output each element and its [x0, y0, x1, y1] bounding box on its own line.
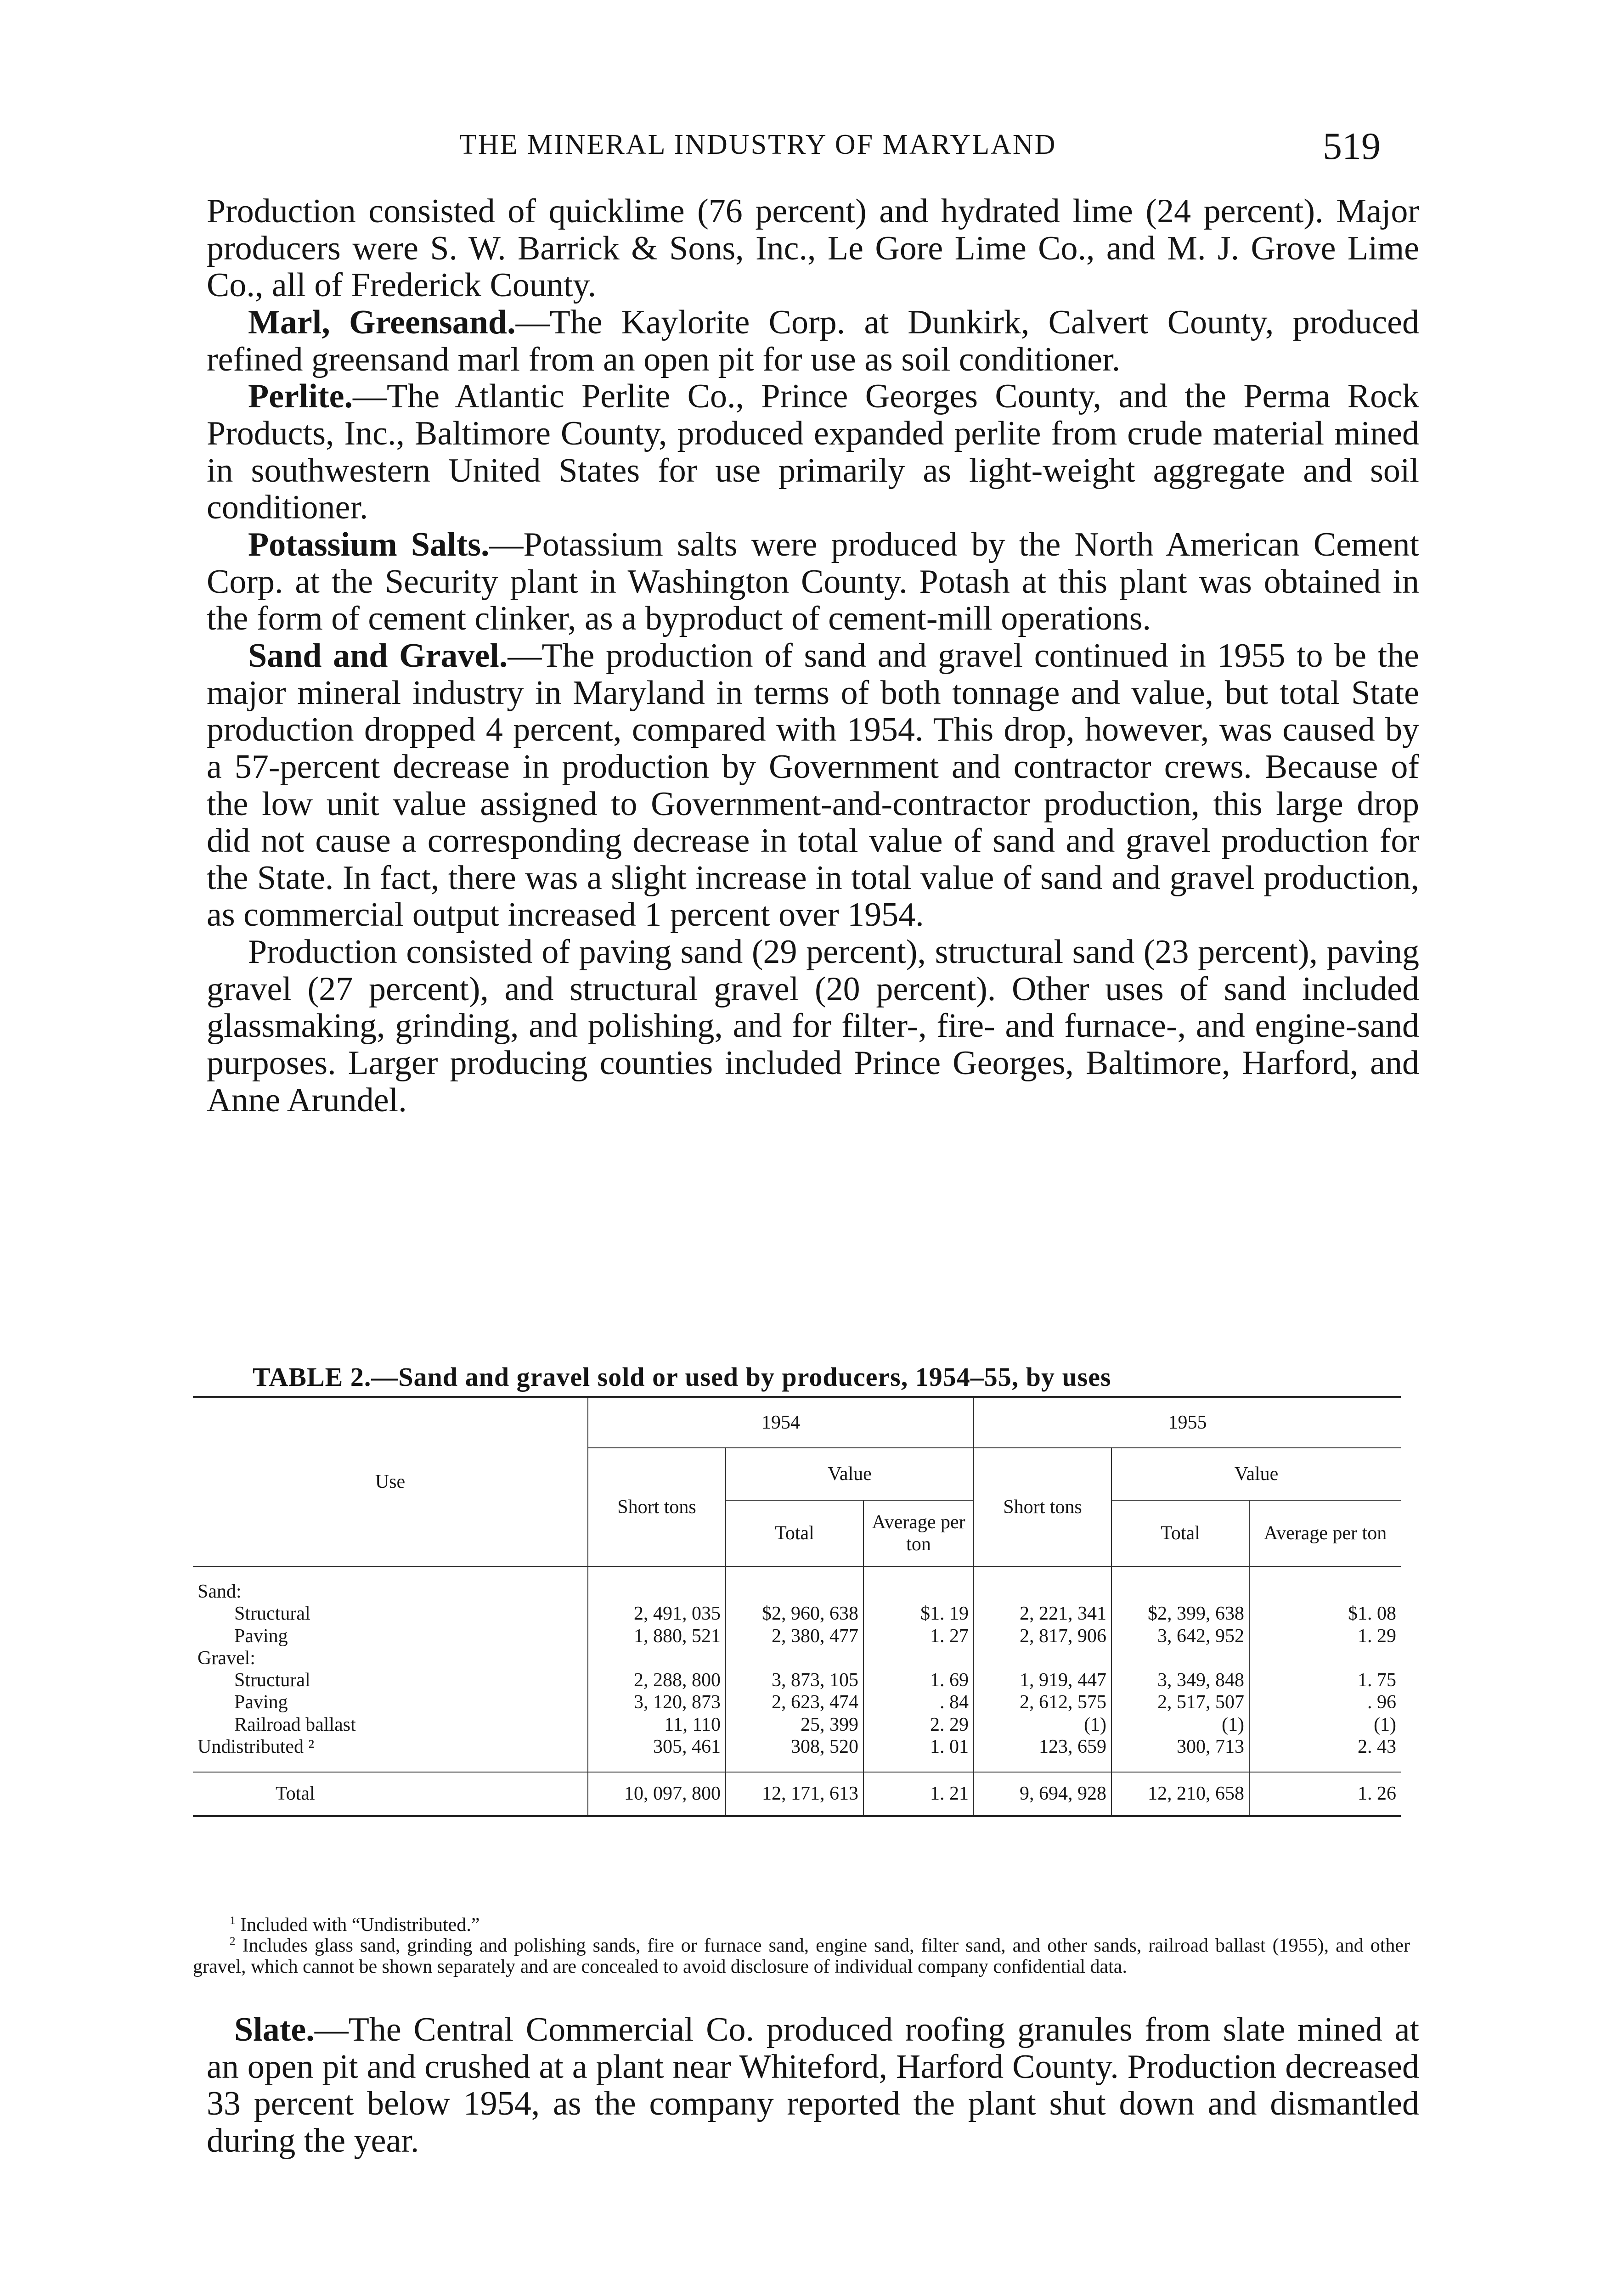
- cell-value: 2. 29: [863, 1714, 974, 1736]
- cell-use: Paving: [234, 1625, 288, 1647]
- header-total-1955: Total: [1111, 1500, 1249, 1566]
- paragraph-text: —The production of sand and gravel continued in 1955 to be the major mineral industry in Maryland in terms of both tonnage and value, but total State production dropped 4 percent, compared with 1954. This drop, however, was caused by a 57-percent decrease in production by Government and contractor crews. Because of the low unit value assigned to Government-and-contractor production, this large drop did not cause a corresponding decrease in total value of sand and gravel production for the State. In fact, there was a slight increase in total value of sand and gravel production, as commercial output increased 1 percent over 1954.: [207, 636, 1419, 934]
- cell-value: . 84: [863, 1691, 974, 1713]
- page-number: 519: [1323, 125, 1381, 168]
- cell-value: 25, 399: [726, 1714, 863, 1736]
- cell-value: 2, 517, 507: [1111, 1691, 1249, 1713]
- table-row: [193, 1581, 1401, 1603]
- paragraph-marl: [207, 304, 1419, 378]
- cell-use: Paving: [234, 1692, 288, 1713]
- table-total-row: [193, 1772, 1401, 1816]
- header-value-1955: Value: [1111, 1448, 1401, 1500]
- cell-value: $1. 19: [863, 1603, 974, 1625]
- table-row: [193, 1647, 1401, 1669]
- cell-value: $2, 960, 638: [726, 1603, 863, 1625]
- header-year-1954: 1954: [588, 1397, 974, 1448]
- paragraph-perlite: [207, 378, 1419, 526]
- paragraph-production: [207, 934, 1419, 1119]
- cell-value: [863, 1581, 974, 1603]
- cell-value: 3, 349, 848: [1111, 1669, 1249, 1691]
- footnote-1: [193, 1915, 1410, 1936]
- cell-value: 3, 873, 105: [726, 1669, 863, 1691]
- cell-value: [1111, 1581, 1249, 1603]
- body-text: [207, 193, 1419, 1119]
- cell-value: [1249, 1647, 1401, 1669]
- header-total-1954: Total: [726, 1500, 863, 1566]
- cell-value: (1): [1111, 1714, 1249, 1736]
- footnote-text: Included with “Undistributed.”: [240, 1914, 480, 1936]
- table-row: [193, 1691, 1401, 1713]
- paragraph-text: —The Central Commercial Co. produced roofing granules from slate mined at an open pit and crushed at a plant near Whiteford, Harford County. Production decreased 33 percent below 1954, as the company reported the plant shut down and dismantled during the year.: [207, 2011, 1419, 2160]
- cell-value: 2. 43: [1249, 1736, 1401, 1758]
- cell-use: Railroad ballast: [234, 1714, 356, 1735]
- paragraph-text: Production consisted of paving sand (29 percent), structural sand (23 percent), paving gravel (27 percent), and structural gravel (20 percent). Other uses of sand included glassmaking, grinding, and polishing, and for filter-, fire- and furnace-, and engine-sand purposes. Larger producing counties included Prince Georges, Baltimore, Harford, and Anne Arundel.: [207, 933, 1419, 1119]
- cell-value: [726, 1647, 863, 1669]
- sand-gravel-table: [193, 1396, 1401, 1817]
- cell-value: 2, 612, 575: [974, 1691, 1111, 1713]
- cell-value: 1. 27: [863, 1625, 974, 1647]
- cell-value: [974, 1647, 1111, 1669]
- header-year-1955: 1955: [974, 1397, 1401, 1448]
- paragraph-text: —Potassium salts were produced by the North American Cement Corp. at the Security plant in Washington County. Potash at this plant was obtained in the form of cement clinker, as a byproduct of cement-mill operations.: [207, 525, 1420, 638]
- cell-value: (1): [974, 1714, 1111, 1736]
- cell-value: 2, 491, 035: [588, 1603, 726, 1625]
- cell-value: 305, 461: [588, 1736, 726, 1758]
- cell-value: 1, 880, 521: [588, 1625, 726, 1647]
- footnote-marker: 2: [230, 1935, 236, 1948]
- header-value-1954: Value: [726, 1448, 974, 1500]
- footnotes: [193, 1915, 1410, 1977]
- cell-value: 12, 210, 658: [1111, 1772, 1249, 1816]
- run-in-heading: Potassium Salts.: [248, 525, 490, 563]
- header-short-tons-1954: Short tons: [588, 1448, 726, 1566]
- run-in-heading: Marl, Greensand.: [248, 303, 516, 341]
- paragraph-sand-gravel: [207, 637, 1419, 934]
- cell-value: [1249, 1581, 1401, 1603]
- table-row: [193, 1625, 1401, 1647]
- run-in-heading: Slate.: [234, 2011, 315, 2048]
- cell-value: 2, 380, 477: [726, 1625, 863, 1647]
- cell-use: Structural: [234, 1603, 310, 1625]
- cell-value: 2, 817, 906: [974, 1625, 1111, 1647]
- cell-value: 2, 288, 800: [588, 1669, 726, 1691]
- cell-value: 1. 26: [1249, 1772, 1401, 1816]
- cell-value: 1. 01: [863, 1736, 974, 1758]
- cell-value: 300, 713: [1111, 1736, 1249, 1758]
- header-average-1955: Average per ton: [1249, 1500, 1401, 1566]
- cell-value: [726, 1581, 863, 1603]
- cell-value: 1. 29: [1249, 1625, 1401, 1647]
- cell-use: Structural: [234, 1670, 310, 1691]
- cell-value: 1. 21: [863, 1772, 974, 1816]
- cell-value: $2, 399, 638: [1111, 1603, 1249, 1625]
- paragraph-potassium: [207, 526, 1419, 637]
- header-average-1954: Average per ton: [863, 1500, 974, 1566]
- cell-value: $1. 08: [1249, 1603, 1401, 1625]
- cell-use: Total: [193, 1772, 588, 1816]
- cell-value: [1111, 1647, 1249, 1669]
- cell-value: 3, 642, 952: [1111, 1625, 1249, 1647]
- cell-value: 2, 221, 341: [974, 1603, 1111, 1625]
- cell-use: Gravel:: [197, 1647, 255, 1669]
- paragraph-text: —The Atlantic Perlite Co., Prince Georges County, and the Perma Rock Products, Inc., Baltimore County, produced expanded perlite from crude material mined in southwestern United States for use primarily as light-weight aggregate and soil conditioner.: [207, 377, 1419, 527]
- footnote-2: [193, 1936, 1410, 1977]
- cell-value: [863, 1647, 974, 1669]
- footnote-marker: 1: [230, 1914, 236, 1927]
- cell-use: Sand:: [197, 1581, 242, 1602]
- table-row: [193, 1736, 1401, 1758]
- cell-value: 123, 659: [974, 1736, 1111, 1758]
- paragraph-lime: [207, 193, 1419, 304]
- table-row: [193, 1603, 1401, 1625]
- cell-value: 3, 120, 873: [588, 1691, 726, 1713]
- cell-value: 10, 097, 800: [588, 1772, 726, 1816]
- cell-value: 2, 623, 474: [726, 1691, 863, 1713]
- cell-value: . 96: [1249, 1691, 1401, 1713]
- page-header: [0, 124, 1613, 170]
- cell-value: [974, 1581, 1111, 1603]
- run-in-heading: Perlite.: [248, 377, 353, 416]
- cell-value: 1. 75: [1249, 1669, 1401, 1691]
- cell-value: [588, 1647, 726, 1669]
- table-row: [193, 1714, 1401, 1736]
- cell-use: Undistributed ²: [197, 1736, 315, 1758]
- cell-value: 12, 171, 613: [726, 1772, 863, 1816]
- running-head: THE MINERAL INDUSTRY OF MARYLAND: [459, 129, 1057, 160]
- cell-value: (1): [1249, 1714, 1401, 1736]
- cell-value: 1. 69: [863, 1669, 974, 1691]
- paragraph-text: Production consisted of quicklime (76 percent) and hydrated lime (24 percent). Major producers were S. W. Barrick & Sons, Inc., Le Gore Lime Co., and M. J. Grove Lime Co., all of Frederick County.: [207, 192, 1419, 304]
- paragraph-slate: [207, 2011, 1419, 2160]
- cell-value: 9, 694, 928: [974, 1772, 1111, 1816]
- table-row: [193, 1669, 1401, 1691]
- run-in-heading: Sand and Gravel.: [248, 636, 508, 675]
- data-table: [193, 1396, 1401, 1817]
- cell-value: 308, 520: [726, 1736, 863, 1758]
- cell-value: [588, 1581, 726, 1603]
- header-use: Use: [375, 1471, 406, 1493]
- paragraph-text: —The Kaylorite Corp. at Dunkirk, Calvert County, produced refined greensand marl from an open pit for use as soil conditioner.: [207, 303, 1419, 378]
- cell-value: 11, 110: [588, 1714, 726, 1736]
- closing-text: [207, 2011, 1419, 2160]
- cell-value: 1, 919, 447: [974, 1669, 1111, 1691]
- table-title: TABLE 2.—Sand and gravel sold or used by producers, 1954–55, by uses: [253, 1362, 1111, 1392]
- footnote-text: Includes glass sand, grinding and polishing sands, fire or furnace sand, engine sand, filter sand, and other sands, railroad ballast (1955), and other gravel, which cannot be shown separately and are concealed to avoid disclosure of individual company confidential data.: [193, 1935, 1410, 1977]
- header-short-tons-1955: Short tons: [974, 1448, 1111, 1566]
